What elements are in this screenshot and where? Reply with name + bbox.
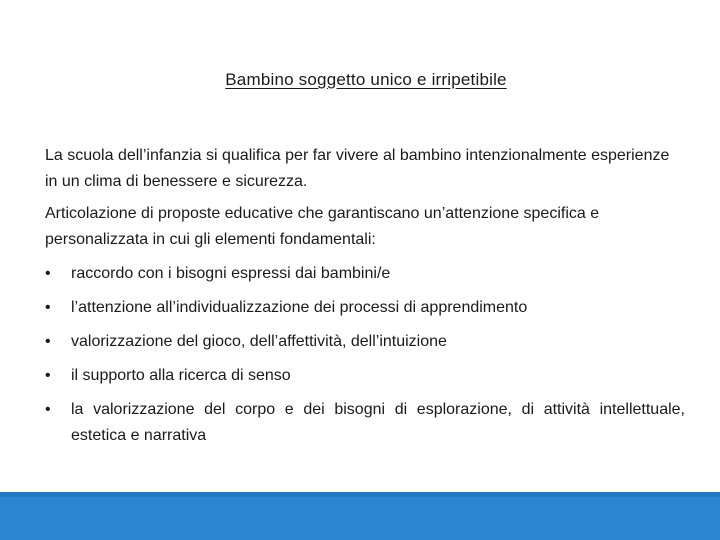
bullet-icon: • <box>45 265 51 282</box>
intro-paragraph: La scuola dell’infanzia si qualifica per far vivere al bambino intenzionalmente esperienze in un clima di benessere e sicurezza. <box>45 147 670 190</box>
list-item <box>45 295 685 321</box>
list-item-text: la valorizzazione del corpo e dei bisogni di esplorazione, di attività intellettuale, estetica e narrativa <box>71 401 685 444</box>
articulation-paragraph: Articolazione di proposte educative che garantiscano un’attenzione specifica e personalizzata in cui gli elementi fondamentali: <box>45 205 600 248</box>
list-item <box>45 363 685 389</box>
list-item <box>45 397 685 449</box>
bullet-icon: • <box>45 367 51 384</box>
slide-title: Bambino soggetto unico e irripetibile <box>225 70 507 89</box>
list-item-text: valorizzazione del gioco, dell’affettività, dell’intuizione <box>71 333 447 350</box>
footer-bar <box>0 497 720 540</box>
list-item-text: raccordo con i bisogni espressi dai bambini/e <box>71 265 391 282</box>
list-item-text: il supporto alla ricerca di senso <box>71 367 291 384</box>
list-item <box>45 329 685 355</box>
bullet-icon: • <box>45 299 51 316</box>
bullet-list <box>45 261 685 449</box>
bullet-icon: • <box>45 333 51 350</box>
bullet-icon: • <box>45 401 51 418</box>
list-item-text: l’attenzione all’individualizzazione dei processi di apprendimento <box>71 299 528 316</box>
slide-body <box>45 143 685 449</box>
list-item <box>45 261 685 287</box>
